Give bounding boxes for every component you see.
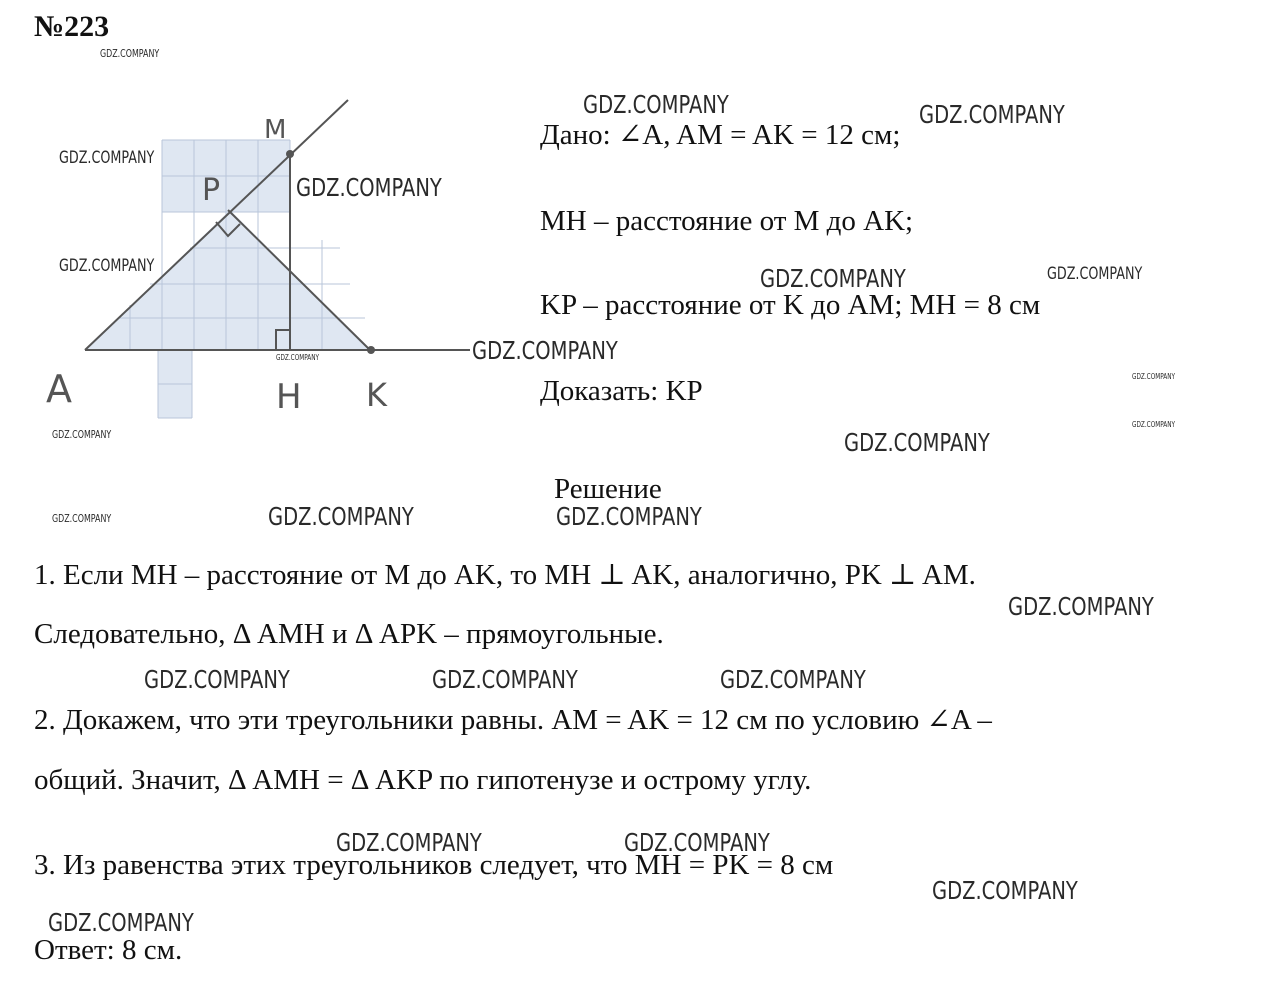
watermark: GDZ.COMPANY	[296, 173, 442, 202]
watermark: GDZ.COMPANY	[932, 876, 1078, 905]
watermark: GDZ.COMPANY	[59, 256, 155, 276]
watermark: GDZ.COMPANY	[1132, 420, 1176, 429]
given-line-2: MH – расстояние от M до AK;	[540, 205, 914, 237]
watermark: GDZ.COMPANY	[432, 665, 578, 694]
watermark: GDZ.COMPANY	[52, 512, 112, 525]
label-k: K	[366, 376, 387, 414]
watermark: GDZ.COMPANY	[1047, 264, 1143, 284]
given-line-3: KP – расстояние от K до AM; MH = 8 см	[540, 289, 1041, 321]
step-3: 3. Из равенства этих треугольников следует, что MH = PK = 8 см	[34, 849, 834, 881]
label-h: H	[276, 377, 302, 417]
watermark: GDZ.COMPANY	[472, 336, 618, 365]
label-m: M	[264, 115, 287, 145]
watermark: GDZ.COMPANY	[59, 148, 155, 168]
watermark: GDZ.COMPANY	[1132, 372, 1176, 381]
given-line-1: Дано: ∠A, AM = AK = 12 см;	[540, 119, 901, 151]
watermark: GDZ.COMPANY	[720, 665, 866, 694]
problem-number: №223	[34, 10, 110, 43]
watermark: GDZ.COMPANY	[52, 428, 112, 441]
watermark: GDZ.COMPANY	[556, 502, 702, 531]
answer: Ответ: 8 см.	[34, 934, 183, 966]
prove-line: Доказать: KP	[540, 375, 703, 407]
step-1-line-1: 1. Если MH – расстояние от M до AK, то MH ⊥ AK, аналогично, PK ⊥ AM.	[34, 559, 976, 591]
watermark: GDZ.COMPANY	[919, 100, 1065, 129]
watermark: GDZ.COMPANY	[144, 665, 290, 694]
step-1-line-2: Следовательно, Δ AMH и Δ APK – прямоугольные.	[34, 618, 664, 650]
label-a: A	[46, 367, 72, 411]
watermark: GDZ.COMPANY	[1008, 592, 1154, 621]
watermark: GDZ.COMPANY	[100, 47, 160, 60]
watermark: GDZ.COMPANY	[276, 353, 320, 362]
watermark: GDZ.COMPANY	[48, 908, 194, 937]
step-2-line-1: 2. Докажем, что эти треугольники равны. AM = AK = 12 см по условию ∠A –	[34, 704, 992, 736]
watermark: GDZ.COMPANY	[268, 502, 414, 531]
watermark: GDZ.COMPANY	[624, 828, 770, 857]
watermark: GDZ.COMPANY	[583, 90, 729, 119]
solution-title: Решение	[554, 473, 662, 505]
label-p: P	[202, 173, 221, 208]
watermark: GDZ.COMPANY	[336, 828, 482, 857]
watermark: GDZ.COMPANY	[844, 428, 990, 457]
watermark: GDZ.COMPANY	[760, 264, 906, 293]
step-2-line-2: общий. Значит, Δ AMH = Δ AKP по гипотенузе и острому углу.	[34, 764, 812, 796]
